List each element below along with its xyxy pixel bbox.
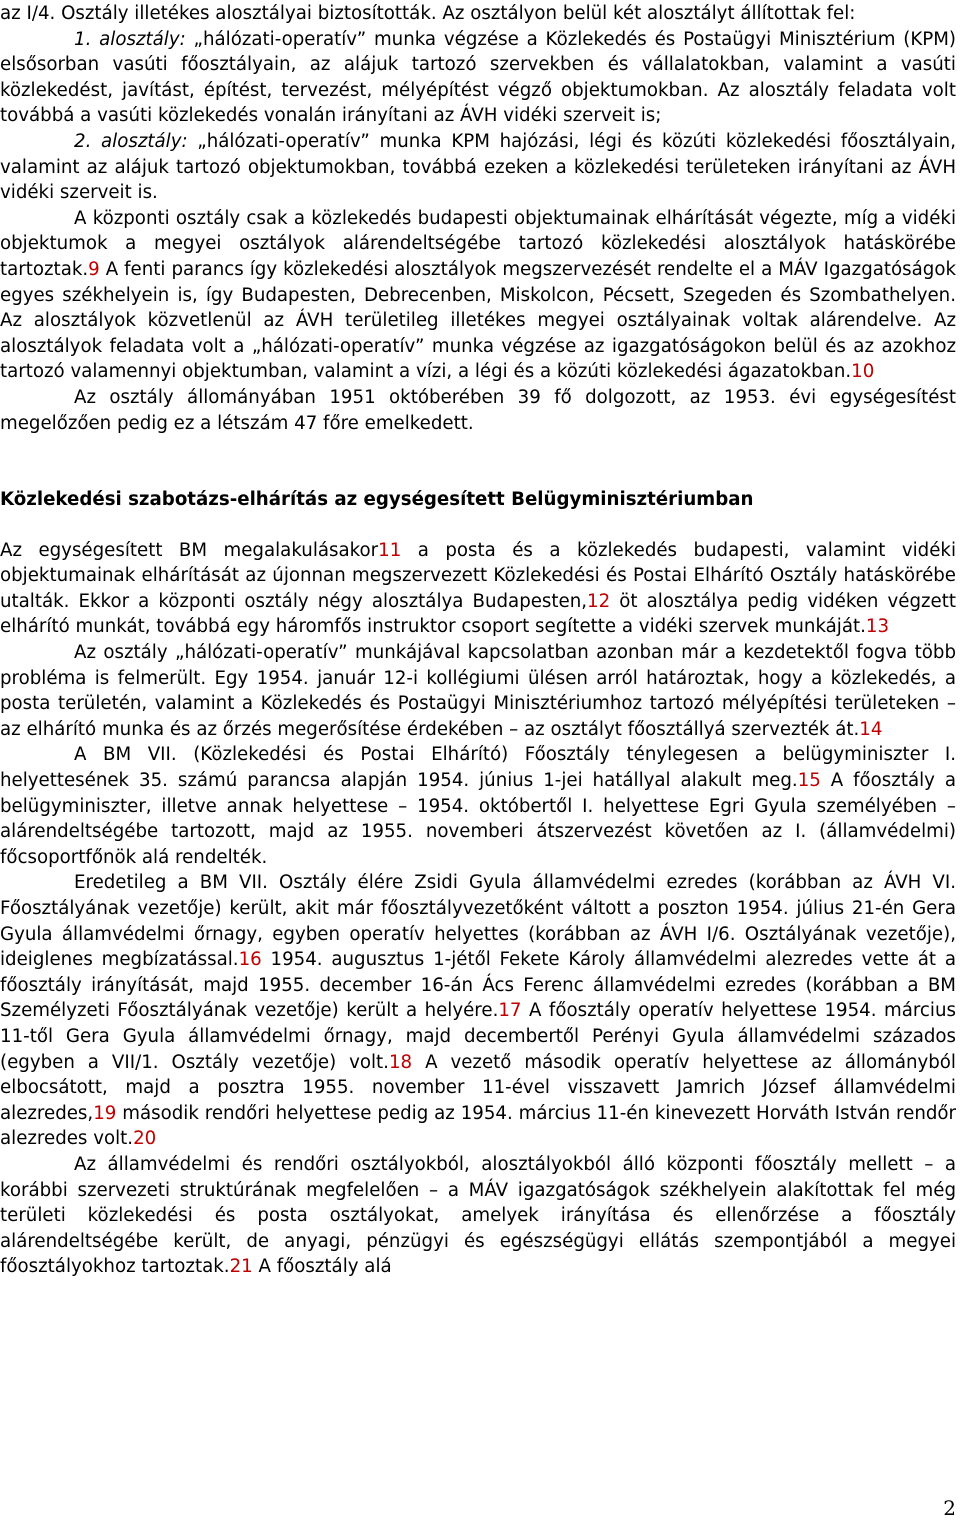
paragraph xyxy=(0,640,956,742)
paragraph-text: A főosztály a belügyminiszter, illetve annak helyettese – 1954. októbertől I. helyettese Egri Gyula személyében – alárendeltségébe tartozott, majd az 1955. novemberi átszervezést követően az I. (államvédelmi) főcsoportfőnök alá rendelték. xyxy=(0,770,956,868)
spacer xyxy=(0,513,956,538)
section-heading: Közlekedési szabotázs-elhárítás az egységesített Belügyminisztériumban xyxy=(0,489,754,511)
spacer xyxy=(0,436,956,487)
footnote-link[interactable]: 13 xyxy=(865,616,890,638)
paragraph-text: Az államvédelmi és rendőri osztályokból, alosztályokból álló központi főosztály mellett – a korábbi szervezeti struktúrának megfelelően – a MÁV igazgatóságok székhelyein alakítottak fel még területi közlekedési és posta osztályokat, amelyek irányítása és ellenőrzése a főosztály alárendeltségébe került, de anyagi, pénzügyi és egészségügyi ellátás szempontjából a megyei főosztályokhoz tartoztak. xyxy=(0,1153,956,1278)
paragraph-text: a posta és a közlekedés budapesti, valamint vidéki objektumainak elhárítását az újonnan megszervezett Közlekedési és Postai Elhárító Osztály hatáskörébe utalták. Ekkor a központi osztály négy alosztálya Budapesten, xyxy=(0,539,956,612)
footnote-link[interactable]: 15 xyxy=(797,770,821,792)
paragraph-text: „hálózati-operatív” munka KPM hajózási, légi és közúti közlekedési főosztályain, valamint az alájuk tartozó objektumokban, továbbá ezeken a közlekedési területeken irányítani az ÁVH vidéki szerveit is. xyxy=(0,130,956,204)
paragraph xyxy=(0,129,956,206)
paragraph xyxy=(0,538,956,640)
subsection-label: 1. alosztály: xyxy=(74,28,186,50)
footnote-link[interactable]: 19 xyxy=(93,1102,117,1124)
paragraph xyxy=(0,27,956,129)
paragraph xyxy=(0,742,956,870)
footnote-link[interactable]: 11 xyxy=(378,539,402,561)
footnote-link[interactable]: 12 xyxy=(587,590,611,612)
footnote-link[interactable]: 18 xyxy=(388,1051,413,1073)
paragraph-text: A főosztály alá xyxy=(252,1256,392,1278)
footnote-link[interactable]: 14 xyxy=(859,718,883,740)
paragraph xyxy=(0,206,956,385)
footnote-link[interactable]: 9 xyxy=(88,258,100,280)
paragraph-text: A központi osztály csak a közlekedés budapesti objektumainak elhárítását végezte, míg a vidéki objektumok a megyei osztályok alárendeltségébe tartozó közlekedési alosztályok hatáskörébe tartoztak. xyxy=(0,207,956,280)
paragraph-text: „hálózati-operatív” munka végzése a Közlekedés és Postaügyi Minisztérium (KPM) elsősorban vasúti főosztályain, az alájuk tartozó szervekben és vállalatokban, valamint a vasúti közlekedést, javítást, építést, tervezést, mélyépítést végző objektumokban. Az alosztály feladata volt továbbá a vasúti közlekedés vonalán irányítani az ÁVH vidéki szerveit is; xyxy=(0,28,956,127)
footnote-link[interactable]: 16 xyxy=(238,949,262,971)
paragraph-text: Eredetileg a BM VII. Osztály élére Zsidi Gyula államvédelmi ezredes (korábban az ÁVH VI. Főosztályának vezetője) került, akit már főosztályvezetőként váltott a poszton 1954. július 21-én Gera Gyula államvédelmi őrnagy, egyben operatív helyettes (korábban az ÁVH I/6. Osztályának vezetője), ideiglenes megbízatással. xyxy=(0,872,956,971)
paragraph-text: A fenti parancs így közlekedési alosztályok megszervezését rendelte el a MÁV Igazgatóságok egyes székhelyein is, így Budapesten, Debrecenben, Miskolcon, Pécsett, Szegeden és Szombathelyen. Az alosztályok közvetlenül az ÁVH területileg illetékes megyei osztályainak voltak alárendelve. Az alosztályok feladata volt a „hálózati-operatív” munka végzése az igazgatóságokon belül és az azokhoz tartozó valamennyi objektumban, valamint a vízi, a légi és a közúti közlekedési ágazatokban. xyxy=(0,258,956,383)
footnote-link[interactable]: 21 xyxy=(229,1256,253,1278)
paragraph xyxy=(0,1152,956,1280)
paragraph-text: 1954. augusztus 1-jétől Fekete Károly államvédelmi alezredes vette át a főosztály irányítását, majd 1955. december 16-án Ács Ferenc államvédelmi ezredes (korábban a BM Személyzeti Főosztályának vezetője) került a helyére. xyxy=(0,949,956,1022)
paragraph xyxy=(0,870,956,1152)
paragraph: Az osztály állományában 1951 októberében 39 fő dolgozott, az 1953. évi egységesítést megelőzően pedig ez a létszám 47 főre emelkedett. xyxy=(0,386,956,434)
paragraph-text: Az osztály „hálózati-operatív” munkájával kapcsolatban azonban már a kezdetektől fogva több probléma is felmerült. Egy 1954. január 12-i kollégiumi ülésen arról határoztak, hogy a közlekedés, a posta területén, valamint a Közlekedés és Postaügyi Minisztériumhoz tartozó mélyépítési területeken – az elhárító munka és az őrzés megerősítése érdekében – az osztályt főosztállyá szervezték át. xyxy=(0,642,956,740)
footnote-link[interactable]: 20 xyxy=(133,1128,157,1150)
footnote-link[interactable]: 17 xyxy=(498,1000,522,1022)
paragraph: az I/4. Osztály illetékes alosztályai biztosították. Az osztályon belül két alosztályt állítottak fel: xyxy=(0,3,856,24)
paragraph-text: A BM VII. (Közlekedési és Postai Elhárító) Főosztály ténylegesen a belügyminiszter I. helyettesének 35. számú parancsa alapján 1954. június 1-jei hatállyal alakult meg. xyxy=(0,744,956,792)
paragraph-text: A főosztály operatív helyettese 1954. március 11-től Gera Gyula államvédelmi őrnagy, majd decembertől Perényi Gyula államvédelmi százados (egyben a VII/1. Osztály vezetője) volt. xyxy=(0,1000,956,1073)
footnote-link[interactable]: 10 xyxy=(851,361,875,383)
subsection-label: 2. alosztály: xyxy=(74,130,188,152)
paragraph-text: A vezető második operatív helyettese az állományból elbocsátott, majd a posztra 1955. november 11-ével visszavett Jamrich József államvédelmi alezredes, xyxy=(0,1051,956,1124)
page-number: 2 xyxy=(943,1496,956,1520)
paragraph-text: Az egységesített BM megalakulásakor xyxy=(0,539,379,561)
paragraph-text: öt alosztálya pedig vidéken végzett elhárító munkát, továbbá egy háromfős instruktor csoport segítette a vidéki szervek munkáját. xyxy=(0,590,957,638)
paragraph-text: második rendőri helyettese pedig az 1954. március 11-én kinevezett Horváth István rendőr alezredes volt. xyxy=(0,1102,956,1150)
